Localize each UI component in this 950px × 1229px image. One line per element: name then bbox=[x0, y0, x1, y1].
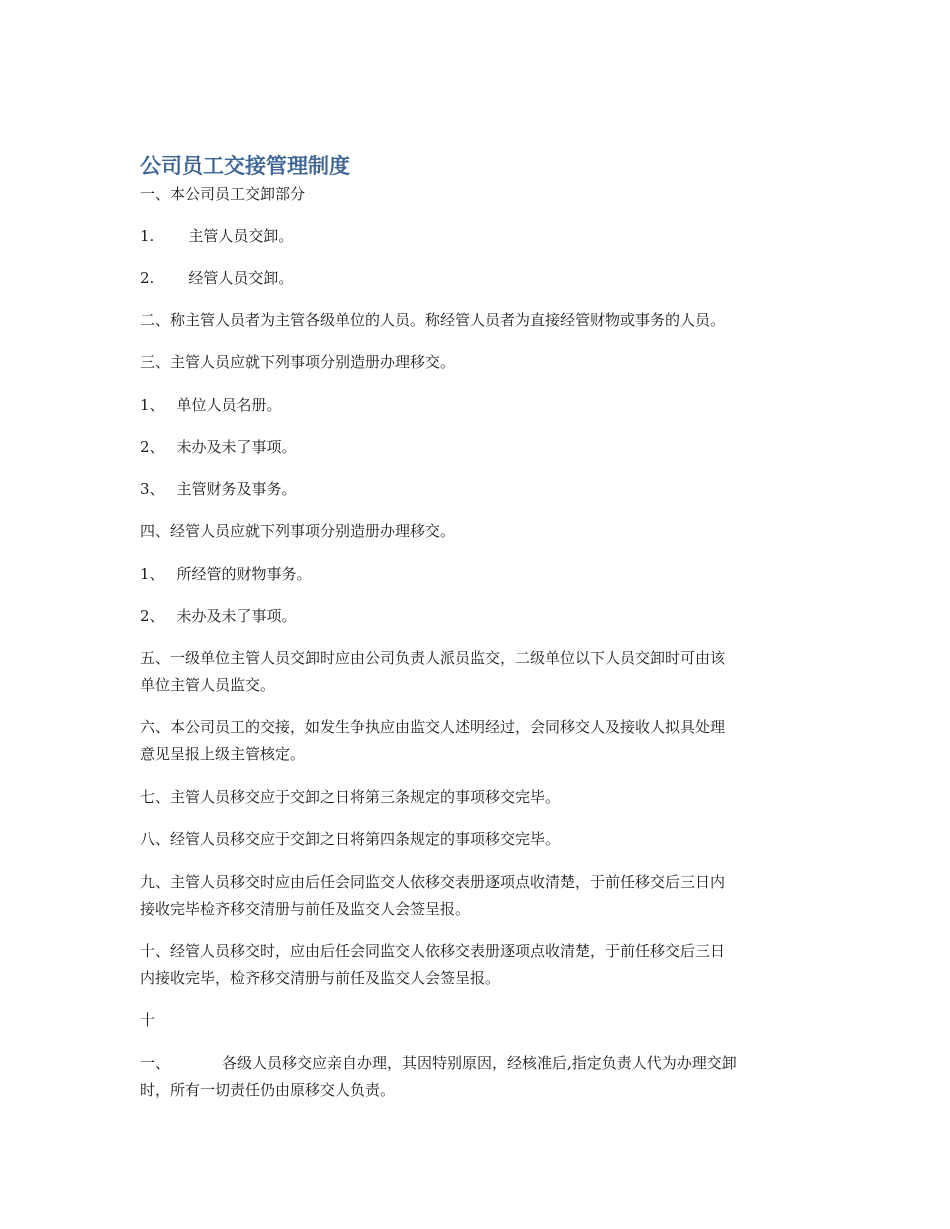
section-1-item-1 bbox=[140, 223, 293, 250]
section-2: 二、称主管人员者为主管各级单位的人员。称经管人员者为直接经管财物或事务的人员。 bbox=[140, 311, 726, 329]
item-number: 2. bbox=[140, 269, 155, 287]
section-6-line-1: 六、本公司员工的交接，如发生争执应由监交人述明经过，会同移交人及接收人拟具处理 bbox=[140, 718, 726, 736]
item-text: 所经管的财物事务。 bbox=[176, 565, 312, 583]
section-1-item-2 bbox=[140, 265, 293, 292]
item-text: 各级人员移交应亲自办理，其因特别原因，经核准后,指定负责人代为办理交卸 bbox=[222, 1054, 737, 1072]
item-text: 单位人员名册。 bbox=[176, 396, 282, 414]
item-number: 2、 bbox=[140, 607, 165, 625]
item-number: 3、 bbox=[140, 480, 165, 498]
item-number: 1、 bbox=[140, 396, 165, 414]
section-4-item-1 bbox=[140, 561, 312, 588]
item-text: 经管人员交卸。 bbox=[188, 269, 294, 287]
section-10-line-1: 十、经管人员移交时，应由后任会同监交人依移交表册逐项点收清楚，于前任移交后三日 bbox=[140, 942, 726, 960]
item-number: 1. bbox=[140, 227, 155, 245]
document-title: 公司员工交接管理制度 bbox=[140, 154, 350, 178]
item-number: 2、 bbox=[140, 438, 165, 456]
item-text: 主管人员交卸。 bbox=[188, 227, 294, 245]
section-5-line-1: 五、一级单位主管人员交卸时应由公司负责人派员监交，二级单位以下人员交卸时可由该 bbox=[140, 649, 726, 667]
section-4-heading: 四、经管人员应就下列事项分别造册办理移交。 bbox=[140, 522, 456, 540]
section-6-line-2: 意见呈报上级主管核定。 bbox=[140, 745, 306, 763]
item-text: 主管财务及事务。 bbox=[176, 480, 297, 498]
section-3-item-2 bbox=[140, 434, 297, 461]
section-4-item-2 bbox=[140, 603, 297, 630]
item-number: 一、 bbox=[140, 1054, 171, 1072]
section-1-heading: 一、本公司员工交卸部分 bbox=[140, 185, 306, 203]
section-11-heading: 十 bbox=[140, 1011, 156, 1029]
section-10-line-2: 内接收完毕，检齐移交清册与前任及监交人会签呈报。 bbox=[140, 969, 501, 987]
section-9-line-1: 九、主管人员移交时应由后任会同监交人依移交表册逐项点收清楚，于前任移交后三日内 bbox=[140, 873, 726, 891]
section-7: 七、主管人员移交应于交卸之日将第三条规定的事项移交完毕。 bbox=[140, 788, 561, 806]
item-text: 未办及未了事项。 bbox=[176, 607, 297, 625]
section-3-item-1 bbox=[140, 392, 282, 419]
section-8: 八、经管人员移交应于交卸之日将第四条规定的事项移交完毕。 bbox=[140, 830, 561, 848]
section-3-heading: 三、主管人员应就下列事项分别造册办理移交。 bbox=[140, 353, 456, 371]
section-9-line-2: 接收完毕检齐移交清册与前任及监交人会签呈报。 bbox=[140, 900, 471, 918]
section-11-line-1 bbox=[140, 1050, 737, 1077]
section-5-line-2: 单位主管人员监交。 bbox=[140, 676, 276, 694]
section-11-line-2: 时，所有一切责任仍由原移交人负责。 bbox=[140, 1081, 396, 1099]
section-3-item-3 bbox=[140, 476, 297, 503]
item-number: 1、 bbox=[140, 565, 165, 583]
item-text: 未办及未了事项。 bbox=[176, 438, 297, 456]
